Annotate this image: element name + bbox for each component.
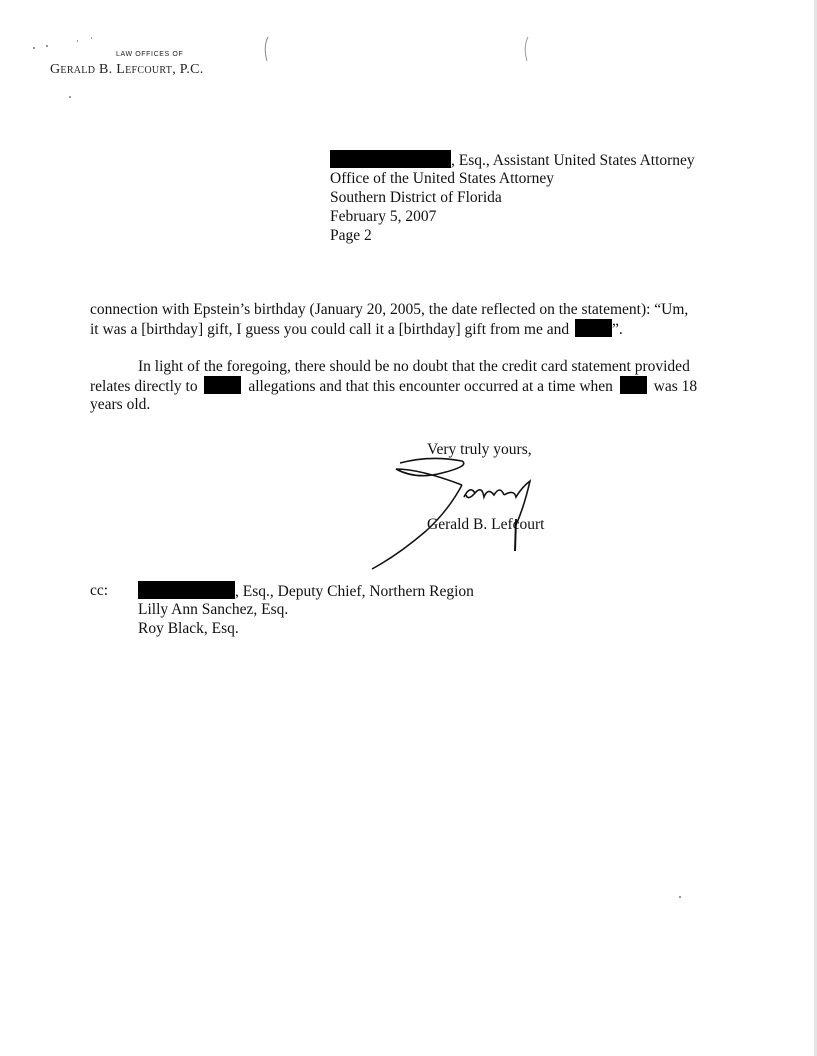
paragraph-2-line-3: years old. — [90, 396, 151, 413]
scan-speck — [77, 40, 78, 42]
scan-speck — [679, 896, 681, 898]
signer-name: Gerald B. Lefcourt — [427, 516, 545, 533]
redaction-box — [204, 376, 241, 394]
scan-speck — [33, 47, 35, 49]
office-line: Office of the United States Attorney — [330, 170, 554, 187]
cc-line-2: Lilly Ann Sanchez, Esq. — [138, 601, 289, 618]
scan-mark — [522, 35, 532, 65]
redaction-box — [620, 376, 647, 394]
scan-speck — [69, 96, 71, 98]
paragraph-1-line-1: connection with Epstein’s birthday (January 20, 2005, the date reflected on the statement): “Um, — [90, 301, 689, 318]
cc-line-1: , Esq., Deputy Chief, Northern Region — [138, 581, 474, 601]
cc-line-3: Roy Black, Esq. — [138, 620, 239, 637]
redaction-box — [575, 319, 612, 337]
closing-salutation: Very truly yours, — [427, 441, 532, 458]
redaction-box — [138, 581, 235, 599]
recipient-title: , Esq., Assistant United States Attorney — [451, 152, 695, 169]
paragraph-1-line-2: it was a [birthday] gift, I guess you could call it a [birthday] gift from me and ”. — [90, 321, 623, 338]
paragraph-2-line-2: relates directly to allegations and that this encounter occurred at a time when was 18 — [90, 378, 698, 395]
paragraph-2-line-1: In light of the foregoing, there should be no doubt that the credit card statement provided — [138, 358, 690, 375]
cc-label: cc: — [90, 582, 109, 599]
letterhead-firm-name: Gerald B. Lefcourt, P.C. — [50, 62, 204, 77]
scan-speck — [91, 37, 92, 39]
scan-mark — [262, 35, 272, 65]
district-line: Southern District of Florida — [330, 189, 502, 206]
letterhead-small-line: LAW OFFICES OF — [116, 51, 184, 58]
recipient-line — [330, 150, 695, 170]
letter-date: February 5, 2007 — [330, 208, 437, 225]
page-number: Page 2 — [330, 227, 372, 244]
scan-speck — [46, 45, 48, 47]
redaction-box — [330, 150, 451, 168]
